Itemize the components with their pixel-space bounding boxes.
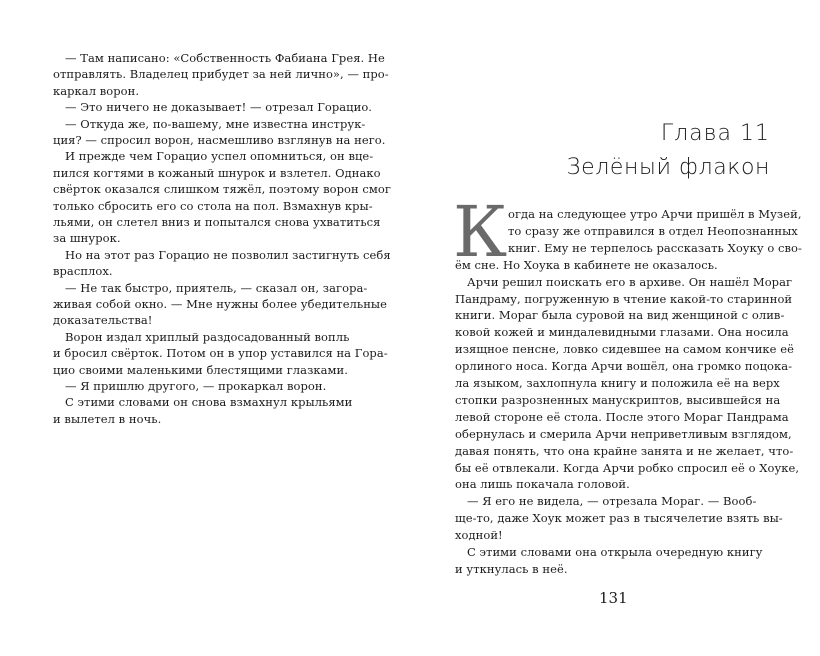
text-line: свёрток оказался слишком тяжёл, поэтому ворон смог: [53, 182, 391, 197]
text-line: за шнурок.: [53, 231, 121, 246]
text-line: — Там написано: «Собственность Фабиана Грея. Не: [65, 51, 385, 65]
text-line: И прежде чем Горацио успел опомниться, он вце-: [65, 149, 374, 164]
text-line: обернулась и смерила Арчи неприветливым взглядом,: [455, 426, 792, 441]
text-line: Ворон издал хриплый раздосадованный вопль: [65, 329, 350, 344]
text-line: — Я пришлю другого, — прокаркал ворон.: [65, 379, 327, 393]
text-line: отправлять. Владелец прибудет за ней лично», — про-: [53, 67, 389, 82]
text-line: книги. Мораг была суровой на вид женщиной с олив-: [455, 308, 785, 323]
text-line: ция? — спросил ворон, насмешливо взглянув на него.: [53, 133, 386, 147]
text-line: левой стороне её стола. После этого Мораг Пандрама: [455, 409, 789, 424]
text-line: врасплох.: [53, 264, 113, 279]
text-line: С этими словами он снова взмахнул крыльями: [65, 395, 353, 410]
text-line: каркал ворон.: [53, 83, 140, 98]
text-line: только сбросить его со стола на пол. Взмахнув кры-: [53, 198, 373, 213]
text-line: цио своими маленькими блестящими глазками.: [53, 362, 348, 377]
text-line: ковой кожей и миндалевидными глазами. Она носила: [455, 325, 789, 340]
text-line: орлиного носа. Когда Арчи вошёл, она громко поцока-: [455, 359, 793, 374]
text-line: — Откуда же, по-вашему, мне известна инструк-: [65, 116, 366, 131]
text-line: Пандраму, погруженную в чтение какой-то старинной: [455, 291, 793, 306]
text-line: давая понять, что она крайне занята и не желает, что-: [455, 443, 794, 458]
text-line: — Я его не видела, — отрезала Мораг. — Вооб-: [467, 494, 757, 509]
drop-cap: К: [453, 191, 508, 273]
right-page: [410, 0, 820, 656]
text-line: и бросил свёрток. Потом он в упор уставился на Гора-: [53, 346, 388, 361]
text-line: и уткнулась в неё.: [455, 561, 568, 576]
text-line: бы её отвлекали. Когда Арчи робко спросил её о Хоуке,: [455, 460, 800, 475]
text-line: — Не так быстро, приятель, — сказал он, загора-: [65, 280, 368, 295]
page-number: 131: [599, 589, 628, 607]
text-line: огда на следующее утро Арчи пришёл в Музей,: [508, 207, 802, 221]
text-line: С этими словами она открыла очередную книгу: [467, 545, 763, 559]
text-line: пился когтями в кожаный шнурок и взлетел. Однако: [53, 165, 381, 180]
text-line: книг. Ему не терпелось рассказать Хоуку о сво-: [508, 240, 802, 255]
text-line: то сразу же отправился в отдел Неопознанных: [508, 223, 798, 238]
chapter-title: Зелёный флакон: [566, 155, 770, 180]
text-line: стопки разрозненных манускриптов, высившейся на: [455, 392, 781, 407]
text-line: изящное пенсне, ловко сидевшее на самом кончике её: [455, 342, 794, 357]
text-line: она лишь покачала головой.: [455, 477, 630, 492]
chapter-number: Глава 11: [660, 121, 770, 146]
text-line: ще-то, даже Хоук может раз в тысячелетие взять вы-: [455, 511, 783, 526]
text-line: ходной!: [455, 528, 503, 543]
text-line: и вылетел в ночь.: [53, 411, 162, 426]
text-line: ла языком, захлопнула книгу и положила её на верх: [455, 376, 780, 390]
text-line: льями, он слетел вниз и попытался снова ухватиться: [53, 215, 381, 229]
text-line: ём сне. Но Хоука в кабинете не оказалось.: [455, 257, 718, 272]
text-line: — Это ничего не доказывает! — отрезал Горацио.: [65, 100, 373, 115]
text-line: Арчи решил поискать его в архиве. Он нашёл Мораг: [467, 274, 793, 289]
text-line: доказательства!: [53, 313, 153, 328]
text-line: Но на этот раз Горацио не позволил застигнуть себя: [65, 247, 391, 262]
text-line: живая собой окно. — Мне нужны более убедительные: [53, 297, 387, 311]
